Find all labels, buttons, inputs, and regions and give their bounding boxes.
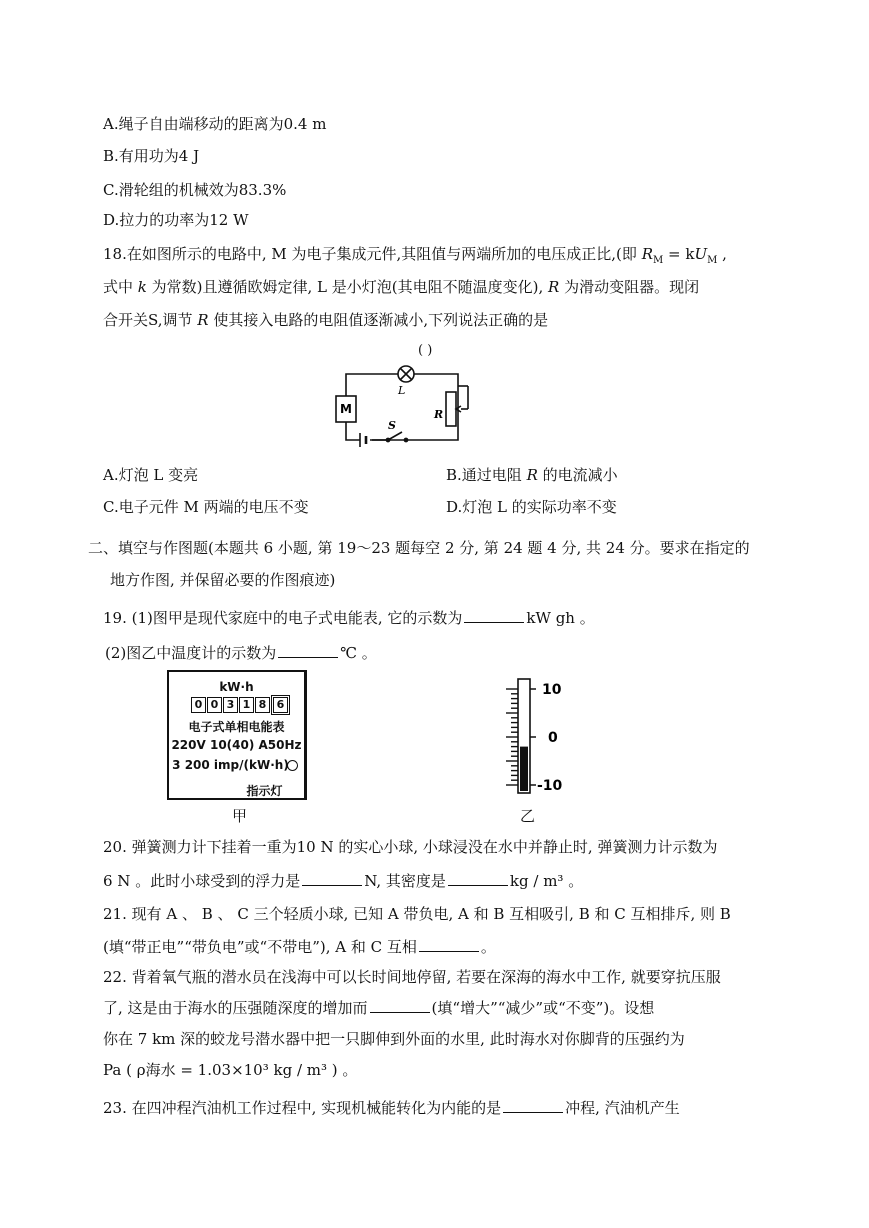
answer-blank[interactable] bbox=[302, 871, 362, 886]
q23-line-1: 23. 在四冲程汽油机工作过程中, 实现机械能转化为内能的是 冲程, 汽油机产生 bbox=[103, 1099, 680, 1117]
meter-unit: kW·h bbox=[219, 680, 254, 694]
meter-digit: 8 bbox=[255, 697, 270, 713]
thermometer-label-bottom: -10 bbox=[537, 778, 563, 794]
q19-part-2: (2)图乙中温度计的示数为 ℃ 。 bbox=[105, 644, 377, 662]
meter-digit: 1 bbox=[239, 697, 254, 713]
q22-line-1: 22. 背着氧气瓶的潜水员在浅海中可以长时间地停留, 若要在深海的海水中工作, 就要穿抗压服 bbox=[103, 968, 721, 986]
answer-blank[interactable] bbox=[464, 608, 524, 623]
figure-caption-yi: 乙 bbox=[520, 807, 536, 825]
section-2-heading: 二、填空与作图题(本题共 6 小题, 第 19～23 题每空 2 分, 第 24 题 4 分, 共 24 分。要求在指定的 bbox=[88, 539, 750, 557]
electricity-meter bbox=[167, 670, 307, 800]
q17-option-d: D.拉力的功率为12 W bbox=[103, 211, 249, 229]
q17-option-a: A.绳子自由端移动的距离为0.4 m bbox=[103, 115, 327, 133]
q18-option-c: C.电子元件 M 两端的电压不变 bbox=[103, 498, 309, 516]
indicator-light-icon bbox=[287, 760, 298, 771]
q18-line-2: 式中 k 为常数)且遵循欧姆定律, L 是小灯泡(其电阻不随温度变化), R 为滑动变阻器。现闭 bbox=[103, 278, 700, 296]
meter-indicator-label: 指示灯 bbox=[246, 784, 283, 798]
circuit-wire-right bbox=[370, 374, 458, 440]
q18-answer-paren: ( ) bbox=[418, 343, 433, 358]
q21-line-2: (填“带正电”“带负电”或“不带电”), A 和 C 互相 。 bbox=[103, 938, 496, 956]
q17-option-b: B.有用功为4 J bbox=[103, 147, 200, 165]
component-m-label: M bbox=[340, 402, 352, 416]
q18-option-a: A.灯泡 L 变亮 bbox=[103, 466, 199, 484]
rheostat-label: R bbox=[434, 408, 444, 421]
meter-imp: 3 200 imp/(kW·h) bbox=[172, 758, 289, 772]
meter-digit: 0 bbox=[191, 697, 206, 713]
answer-blank[interactable] bbox=[278, 643, 338, 658]
lamp-label: L bbox=[398, 384, 406, 397]
thermometer-label-zero: 0 bbox=[548, 730, 558, 746]
circuit-wire-bottom-left bbox=[346, 422, 360, 440]
circuit-wire-top-left bbox=[346, 374, 398, 396]
circuit-diagram bbox=[330, 362, 470, 457]
meter-digit: 0 bbox=[207, 697, 222, 713]
meter-name: 电子式单相电能表 bbox=[188, 720, 285, 734]
q18-line-3: 合开关S,调节 R 使其接入电路的电阻值逐渐减小,下列说法正确的是 bbox=[103, 311, 549, 329]
figure-caption-jia: 甲 bbox=[232, 807, 248, 825]
meter-spec: 220V 10(40) A50Hz bbox=[171, 738, 302, 752]
answer-blank[interactable] bbox=[448, 871, 508, 886]
q18-line-1: 18.在如图所示的电路中, M 为电子集成元件,其阻值与两端所加的电压成正比,(即 $R_M = kU_M$ , bbox=[103, 245, 727, 266]
q20-line-1: 20. 弹簧测力计下挂着一重为10 N 的实心小球, 小球浸没在水中并静止时, 弹簧测力计示数为 bbox=[103, 838, 718, 856]
answer-blank[interactable] bbox=[370, 998, 430, 1013]
q19-part-1: 19. (1)图甲是现代家庭中的电子式电能表, 它的示数为 kW gh 。 bbox=[103, 609, 595, 627]
thermometer bbox=[498, 675, 578, 800]
thermometer-liquid bbox=[520, 747, 528, 791]
q20-line-2: 6 N 。此时小球受到的浮力是 N, 其密度是 kg / m³ 。 bbox=[103, 872, 584, 890]
answer-blank[interactable] bbox=[419, 937, 479, 952]
q17-option-c: C.滑轮组的机械效为83.3% bbox=[103, 181, 287, 199]
thermometer-label-top: 10 bbox=[542, 682, 562, 698]
section-2-heading-cont: 地方作图, 并保留必要的作图痕迹) bbox=[110, 571, 336, 589]
switch-label: S bbox=[388, 419, 396, 432]
q18-option-d: D.灯泡 L 的实际功率不变 bbox=[446, 498, 617, 516]
meter-digit: 3 bbox=[223, 697, 238, 713]
q22-line-2: 了, 这是由于海水的压强随深度的增加而 (填“增大”“减少”或“不变”)。设想 bbox=[103, 999, 655, 1017]
q21-line-1: 21. 现有 A 、 B 、 C 三个轻质小球, 已知 A 带负电, A 和 B 互相吸引, B 和 C 互相排斥, 则 B bbox=[103, 905, 731, 923]
meter-digits bbox=[191, 697, 289, 713]
switch-icon bbox=[388, 432, 402, 440]
meter-digit: 6 bbox=[273, 697, 288, 713]
answer-blank[interactable] bbox=[503, 1098, 563, 1113]
q22-line-4: Pa ( ρ海水 = 1.03×10³ kg / m³ ) 。 bbox=[103, 1061, 358, 1079]
q22-line-3: 你在 7 km 深的蛟龙号潜水器中把一只脚伸到外面的水里, 此时海水对你脚背的压强约为 bbox=[103, 1030, 685, 1048]
q18-option-b: B.通过电阻 R 的电流减小 bbox=[446, 466, 618, 484]
